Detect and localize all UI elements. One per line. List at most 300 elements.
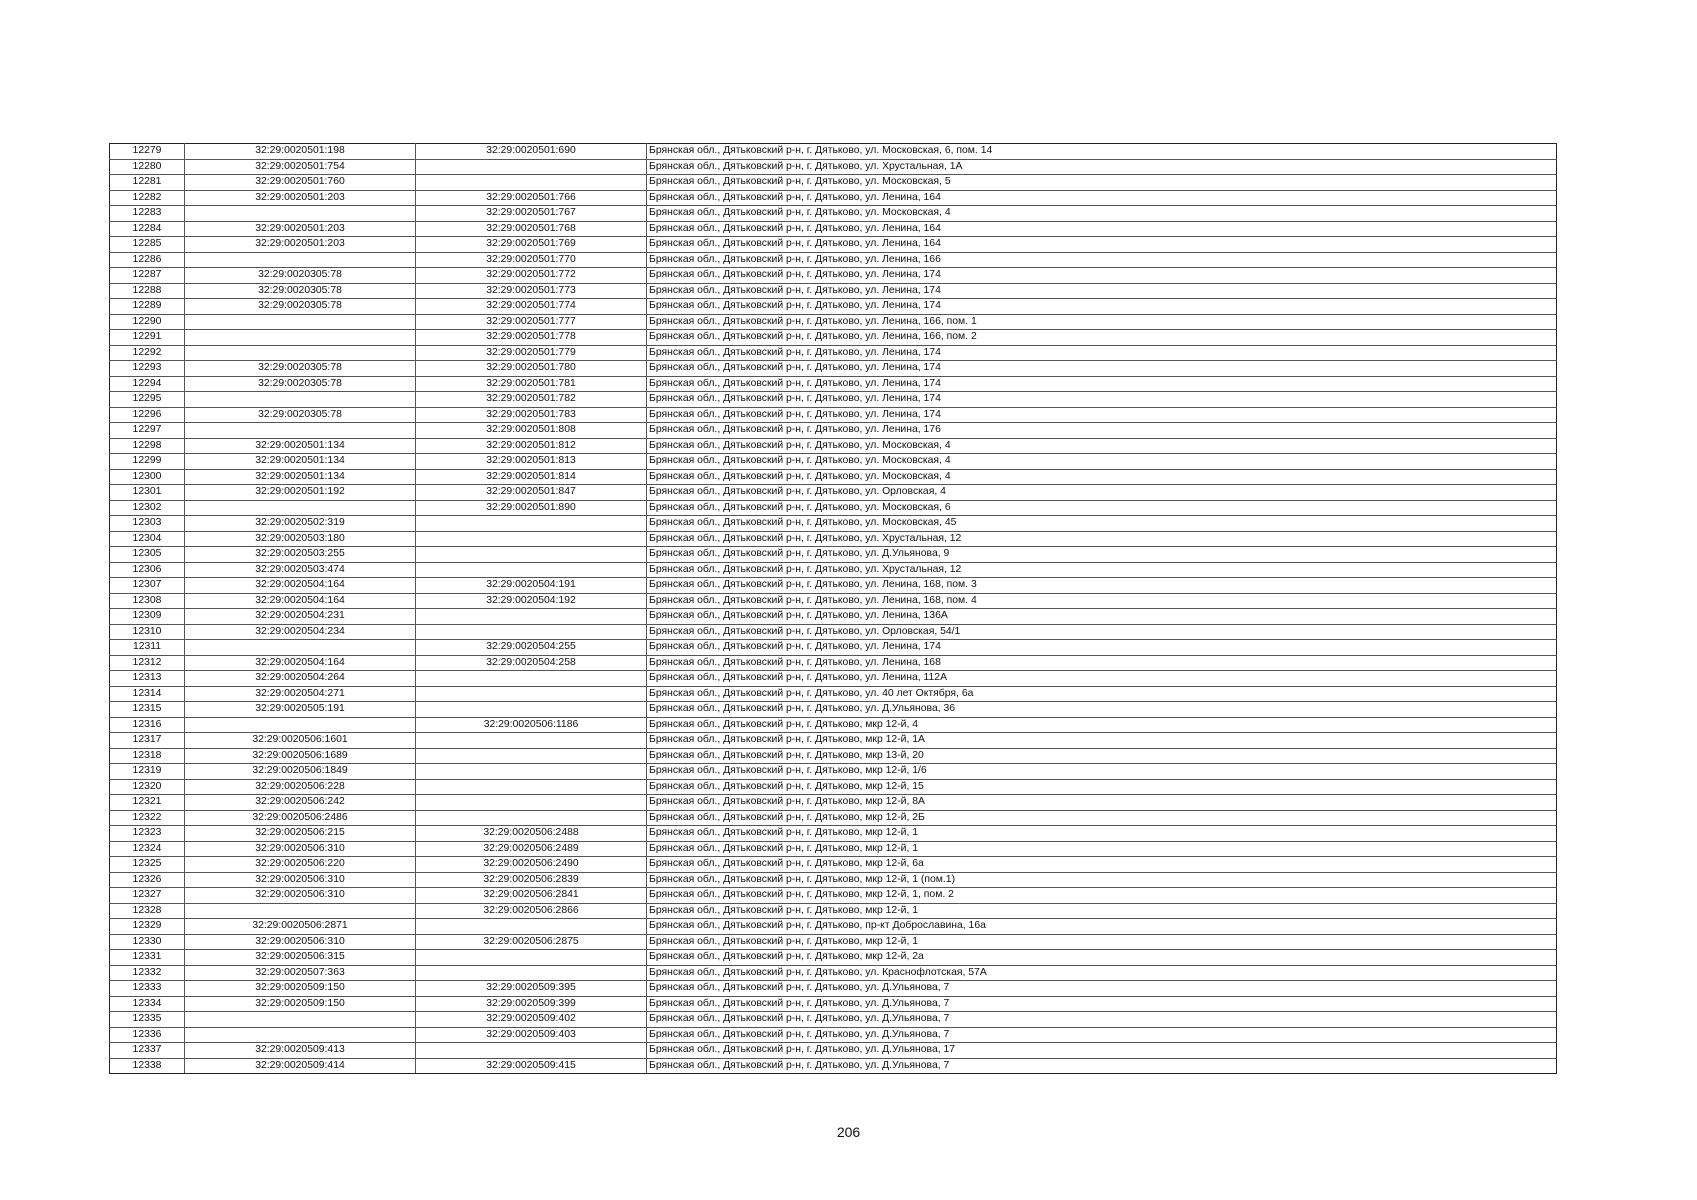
address-cell: Брянская обл., Дятьковский р-н, г. Дятьково, ул. Ленина, 168, пом. 3	[647, 578, 1557, 594]
row-number-cell: 12328	[110, 903, 185, 919]
table-row	[110, 361, 1557, 377]
address-cell: Брянская обл., Дятьковский р-н, г. Дятьково, ул. Ленина, 164	[647, 237, 1557, 253]
row-number-cell: 12280	[110, 159, 185, 175]
address-cell: Брянская обл., Дятьковский р-н, г. Дятьково, ул. Ленина, 176	[647, 423, 1557, 439]
address-cell: Брянская обл., Дятьковский р-н, г. Дятьково, ул. Ленина, 174	[647, 640, 1557, 656]
address-cell: Брянская обл., Дятьковский р-н, г. Дятьково, мкр 12-й, 1	[647, 903, 1557, 919]
parcel-cadastral-number-cell: 32:29:0020501:134	[185, 469, 416, 485]
table-row	[110, 500, 1557, 516]
object-cadastral-number-cell: 32:29:0020501:812	[416, 438, 647, 454]
table-row	[110, 547, 1557, 563]
row-number-cell: 12291	[110, 330, 185, 346]
address-cell: Брянская обл., Дятьковский р-н, г. Дятьково, ул. Хрустальная, 12	[647, 531, 1557, 547]
object-cadastral-number-cell	[416, 609, 647, 625]
address-cell: Брянская обл., Дятьковский р-н, г. Дятьково, ул. Ленина, 112А	[647, 671, 1557, 687]
parcel-cadastral-number-cell: 32:29:0020505:191	[185, 702, 416, 718]
table-row	[110, 1012, 1557, 1028]
object-cadastral-number-cell: 32:29:0020506:2839	[416, 872, 647, 888]
object-cadastral-number-cell: 32:29:0020501:782	[416, 392, 647, 408]
address-cell: Брянская обл., Дятьковский р-н, г. Дятьково, ул. Ленина, 174	[647, 283, 1557, 299]
parcel-cadastral-number-cell: 32:29:0020503:255	[185, 547, 416, 563]
parcel-cadastral-number-cell	[185, 345, 416, 361]
parcel-cadastral-number-cell: 32:29:0020502:319	[185, 516, 416, 532]
table-row	[110, 376, 1557, 392]
parcel-cadastral-number-cell: 32:29:0020305:78	[185, 299, 416, 315]
row-number-cell: 12322	[110, 810, 185, 826]
row-number-cell: 12301	[110, 485, 185, 501]
row-number-cell: 12338	[110, 1058, 185, 1074]
object-cadastral-number-cell	[416, 159, 647, 175]
table-row	[110, 531, 1557, 547]
table-row	[110, 903, 1557, 919]
row-number-cell: 12312	[110, 655, 185, 671]
object-cadastral-number-cell: 32:29:0020506:2488	[416, 826, 647, 842]
parcel-cadastral-number-cell: 32:29:0020509:150	[185, 996, 416, 1012]
row-number-cell: 12319	[110, 764, 185, 780]
row-number-cell: 12323	[110, 826, 185, 842]
object-cadastral-number-cell	[416, 748, 647, 764]
parcel-cadastral-number-cell: 32:29:0020509:150	[185, 981, 416, 997]
object-cadastral-number-cell	[416, 965, 647, 981]
parcel-cadastral-number-cell: 32:29:0020501:203	[185, 237, 416, 253]
parcel-cadastral-number-cell: 32:29:0020501:760	[185, 175, 416, 191]
address-cell: Брянская обл., Дятьковский р-н, г. Дятьково, ул. Ленина, 174	[647, 407, 1557, 423]
object-cadastral-number-cell	[416, 686, 647, 702]
table-row	[110, 516, 1557, 532]
address-cell: Брянская обл., Дятьковский р-н, г. Дятьково, ул. Московская, 6	[647, 500, 1557, 516]
row-number-cell: 12300	[110, 469, 185, 485]
parcel-cadastral-number-cell	[185, 206, 416, 222]
parcel-cadastral-number-cell: 32:29:0020501:203	[185, 221, 416, 237]
parcel-cadastral-number-cell	[185, 314, 416, 330]
address-cell: Брянская обл., Дятьковский р-н, г. Дятьково, ул. Московская, 5	[647, 175, 1557, 191]
table-row	[110, 996, 1557, 1012]
table-row	[110, 795, 1557, 811]
object-cadastral-number-cell: 32:29:0020501:781	[416, 376, 647, 392]
address-cell: Брянская обл., Дятьковский р-н, г. Дятьково, мкр 12-й, 1	[647, 934, 1557, 950]
table-row	[110, 950, 1557, 966]
object-cadastral-number-cell: 32:29:0020504:191	[416, 578, 647, 594]
object-cadastral-number-cell: 32:29:0020501:768	[416, 221, 647, 237]
object-cadastral-number-cell: 32:29:0020506:2875	[416, 934, 647, 950]
address-cell: Брянская обл., Дятьковский р-н, г. Дятьково, ул. Ленина, 174	[647, 376, 1557, 392]
parcel-cadastral-number-cell: 32:29:0020506:310	[185, 872, 416, 888]
address-cell: Брянская обл., Дятьковский р-н, г. Дятьково, мкр 13-й, 20	[647, 748, 1557, 764]
parcel-cadastral-number-cell: 32:29:0020305:78	[185, 361, 416, 377]
address-cell: Брянская обл., Дятьковский р-н, г. Дятьково, ул. Ленина, 136А	[647, 609, 1557, 625]
object-cadastral-number-cell: 32:29:0020506:2841	[416, 888, 647, 904]
object-cadastral-number-cell	[416, 1043, 647, 1059]
table-row	[110, 485, 1557, 501]
row-number-cell: 12298	[110, 438, 185, 454]
parcel-cadastral-number-cell: 32:29:0020305:78	[185, 407, 416, 423]
row-number-cell: 12284	[110, 221, 185, 237]
table-row	[110, 624, 1557, 640]
object-cadastral-number-cell: 32:29:0020504:192	[416, 593, 647, 609]
object-cadastral-number-cell: 32:29:0020506:2489	[416, 841, 647, 857]
parcel-cadastral-number-cell: 32:29:0020501:198	[185, 144, 416, 160]
row-number-cell: 12303	[110, 516, 185, 532]
address-cell: Брянская обл., Дятьковский р-н, г. Дятьково, мкр 12-й, 1, пом. 2	[647, 888, 1557, 904]
row-number-cell: 12313	[110, 671, 185, 687]
row-number-cell: 12337	[110, 1043, 185, 1059]
parcel-cadastral-number-cell	[185, 1012, 416, 1028]
parcel-cadastral-number-cell: 32:29:0020305:78	[185, 268, 416, 284]
object-cadastral-number-cell	[416, 779, 647, 795]
parcel-cadastral-number-cell: 32:29:0020506:215	[185, 826, 416, 842]
object-cadastral-number-cell: 32:29:0020501:773	[416, 283, 647, 299]
address-cell: Брянская обл., Дятьковский р-н, г. Дятьково, ул. Ленина, 174	[647, 345, 1557, 361]
row-number-cell: 12329	[110, 919, 185, 935]
object-cadastral-number-cell: 32:29:0020501:770	[416, 252, 647, 268]
object-cadastral-number-cell: 32:29:0020501:814	[416, 469, 647, 485]
object-cadastral-number-cell: 32:29:0020501:783	[416, 407, 647, 423]
object-cadastral-number-cell	[416, 671, 647, 687]
parcel-cadastral-number-cell	[185, 392, 416, 408]
parcel-cadastral-number-cell: 32:29:0020506:1689	[185, 748, 416, 764]
object-cadastral-number-cell: 32:29:0020501:779	[416, 345, 647, 361]
address-cell: Брянская обл., Дятьковский р-н, г. Дятьково, ул. Московская, 4	[647, 438, 1557, 454]
table-row	[110, 872, 1557, 888]
parcel-cadastral-number-cell	[185, 717, 416, 733]
object-cadastral-number-cell: 32:29:0020506:2866	[416, 903, 647, 919]
object-cadastral-number-cell: 32:29:0020501:847	[416, 485, 647, 501]
table-row	[110, 640, 1557, 656]
parcel-cadastral-number-cell: 32:29:0020501:134	[185, 454, 416, 470]
row-number-cell: 12315	[110, 702, 185, 718]
address-cell: Брянская обл., Дятьковский р-н, г. Дятьково, ул. Ленина, 166	[647, 252, 1557, 268]
table-row	[110, 407, 1557, 423]
address-cell: Брянская обл., Дятьковский р-н, г. Дятьково, ул. Ленина, 174	[647, 299, 1557, 315]
object-cadastral-number-cell	[416, 175, 647, 191]
object-cadastral-number-cell: 32:29:0020501:777	[416, 314, 647, 330]
object-cadastral-number-cell	[416, 562, 647, 578]
table-row	[110, 1058, 1557, 1074]
table-row	[110, 190, 1557, 206]
address-cell: Брянская обл., Дятьковский р-н, г. Дятьково, ул. 40 лет Октября, 6а	[647, 686, 1557, 702]
table-row	[110, 268, 1557, 284]
object-cadastral-number-cell	[416, 950, 647, 966]
address-cell: Брянская обл., Дятьковский р-н, г. Дятьково, мкр 12-й, 8А	[647, 795, 1557, 811]
row-number-cell: 12304	[110, 531, 185, 547]
object-cadastral-number-cell	[416, 919, 647, 935]
row-number-cell: 12296	[110, 407, 185, 423]
address-cell: Брянская обл., Дятьковский р-н, г. Дятьково, ул. Ленина, 174	[647, 268, 1557, 284]
object-cadastral-number-cell: 32:29:0020506:1186	[416, 717, 647, 733]
row-number-cell: 12314	[110, 686, 185, 702]
row-number-cell: 12289	[110, 299, 185, 315]
parcel-cadastral-number-cell: 32:29:0020305:78	[185, 283, 416, 299]
address-cell: Брянская обл., Дятьковский р-н, г. Дятьково, мкр 12-й, 1 (пом.1)	[647, 872, 1557, 888]
address-cell: Брянская обл., Дятьковский р-н, г. Дятьково, мкр 12-й, 2Б	[647, 810, 1557, 826]
table-row	[110, 237, 1557, 253]
address-cell: Брянская обл., Дятьковский р-н, г. Дятьково, ул. Д.Ульянова, 7	[647, 996, 1557, 1012]
parcel-cadastral-number-cell: 32:29:0020501:754	[185, 159, 416, 175]
address-cell: Брянская обл., Дятьковский р-н, г. Дятьково, ул. Краснофлотская, 57А	[647, 965, 1557, 981]
parcel-cadastral-number-cell	[185, 500, 416, 516]
parcel-cadastral-number-cell: 32:29:0020501:203	[185, 190, 416, 206]
table-row	[110, 655, 1557, 671]
object-cadastral-number-cell: 32:29:0020504:258	[416, 655, 647, 671]
table-row	[110, 454, 1557, 470]
table-row	[110, 438, 1557, 454]
row-number-cell: 12286	[110, 252, 185, 268]
address-cell: Брянская обл., Дятьковский р-н, г. Дятьково, ул. Московская, 4	[647, 454, 1557, 470]
address-cell: Брянская обл., Дятьковский р-н, г. Дятьково, ул. Ленина, 168, пом. 4	[647, 593, 1557, 609]
parcel-cadastral-number-cell: 32:29:0020504:164	[185, 578, 416, 594]
table-row	[110, 144, 1557, 160]
row-number-cell: 12288	[110, 283, 185, 299]
object-cadastral-number-cell: 32:29:0020501:769	[416, 237, 647, 253]
object-cadastral-number-cell	[416, 547, 647, 563]
row-number-cell: 12310	[110, 624, 185, 640]
address-cell: Брянская обл., Дятьковский р-н, г. Дятьково, ул. Орловская, 4	[647, 485, 1557, 501]
table-row	[110, 330, 1557, 346]
parcel-cadastral-number-cell: 32:29:0020506:310	[185, 888, 416, 904]
table-row	[110, 919, 1557, 935]
table-row	[110, 1043, 1557, 1059]
object-cadastral-number-cell: 32:29:0020501:808	[416, 423, 647, 439]
address-cell: Брянская обл., Дятьковский р-н, г. Дятьково, ул. Д.Ульянова, 7	[647, 981, 1557, 997]
table-row	[110, 686, 1557, 702]
object-cadastral-number-cell: 32:29:0020501:780	[416, 361, 647, 377]
parcel-cadastral-number-cell: 32:29:0020501:134	[185, 438, 416, 454]
address-cell: Брянская обл., Дятьковский р-н, г. Дятьково, ул. Д.Ульянова, 36	[647, 702, 1557, 718]
table-row	[110, 671, 1557, 687]
row-number-cell: 12324	[110, 841, 185, 857]
table-row	[110, 206, 1557, 222]
object-cadastral-number-cell	[416, 531, 647, 547]
object-cadastral-number-cell: 32:29:0020509:395	[416, 981, 647, 997]
parcel-cadastral-number-cell: 32:29:0020506:220	[185, 857, 416, 873]
parcel-cadastral-number-cell: 32:29:0020503:474	[185, 562, 416, 578]
address-cell: Брянская обл., Дятьковский р-н, г. Дятьково, мкр 12-й, 15	[647, 779, 1557, 795]
row-number-cell: 12317	[110, 733, 185, 749]
address-cell: Брянская обл., Дятьковский р-н, г. Дятьково, ул. Д.Ульянова, 7	[647, 1012, 1557, 1028]
row-number-cell: 12321	[110, 795, 185, 811]
row-number-cell: 12326	[110, 872, 185, 888]
object-cadastral-number-cell: 32:29:0020501:766	[416, 190, 647, 206]
row-number-cell: 12282	[110, 190, 185, 206]
address-cell: Брянская обл., Дятьковский р-н, г. Дятьково, ул. Ленина, 174	[647, 361, 1557, 377]
address-cell: Брянская обл., Дятьковский р-н, г. Дятьково, ул. Д.Ульянова, 7	[647, 1058, 1557, 1074]
row-number-cell: 12293	[110, 361, 185, 377]
row-number-cell: 12305	[110, 547, 185, 563]
row-number-cell: 12297	[110, 423, 185, 439]
row-number-cell: 12308	[110, 593, 185, 609]
address-cell: Брянская обл., Дятьковский р-н, г. Дятьково, ул. Ленина, 174	[647, 392, 1557, 408]
table-row	[110, 314, 1557, 330]
table-row	[110, 252, 1557, 268]
object-cadastral-number-cell: 32:29:0020509:403	[416, 1027, 647, 1043]
table-row	[110, 981, 1557, 997]
object-cadastral-number-cell	[416, 624, 647, 640]
object-cadastral-number-cell	[416, 733, 647, 749]
object-cadastral-number-cell: 32:29:0020501:690	[416, 144, 647, 160]
parcel-cadastral-number-cell: 32:29:0020305:78	[185, 376, 416, 392]
address-cell: Брянская обл., Дятьковский р-н, г. Дятьково, ул. Хрустальная, 1А	[647, 159, 1557, 175]
object-cadastral-number-cell	[416, 702, 647, 718]
address-cell: Брянская обл., Дятьковский р-н, г. Дятьково, ул. Д.Ульянова, 17	[647, 1043, 1557, 1059]
parcel-cadastral-number-cell: 32:29:0020506:242	[185, 795, 416, 811]
table-row	[110, 578, 1557, 594]
table-row	[110, 1027, 1557, 1043]
row-number-cell: 12283	[110, 206, 185, 222]
parcel-cadastral-number-cell: 32:29:0020506:2486	[185, 810, 416, 826]
address-cell: Брянская обл., Дятьковский р-н, г. Дятьково, мкр 12-й, 4	[647, 717, 1557, 733]
row-number-cell: 12307	[110, 578, 185, 594]
address-cell: Брянская обл., Дятьковский р-н, г. Дятьково, ул. Ленина, 168	[647, 655, 1557, 671]
row-number-cell: 12335	[110, 1012, 185, 1028]
table-row	[110, 299, 1557, 315]
row-number-cell: 12309	[110, 609, 185, 625]
parcel-cadastral-number-cell: 32:29:0020506:310	[185, 841, 416, 857]
object-cadastral-number-cell	[416, 764, 647, 780]
address-cell: Брянская обл., Дятьковский р-н, г. Дятьково, ул. Московская, 4	[647, 469, 1557, 485]
object-cadastral-number-cell: 32:29:0020509:415	[416, 1058, 647, 1074]
row-number-cell: 12302	[110, 500, 185, 516]
row-number-cell: 12320	[110, 779, 185, 795]
address-cell: Брянская обл., Дятьковский р-н, г. Дятьково, ул. Орловская, 54/1	[647, 624, 1557, 640]
object-cadastral-number-cell	[416, 795, 647, 811]
row-number-cell: 12334	[110, 996, 185, 1012]
table-row	[110, 159, 1557, 175]
table-row	[110, 733, 1557, 749]
parcel-cadastral-number-cell: 32:29:0020506:1849	[185, 764, 416, 780]
row-number-cell: 12316	[110, 717, 185, 733]
table-row	[110, 392, 1557, 408]
parcel-cadastral-number-cell: 32:29:0020503:180	[185, 531, 416, 547]
object-cadastral-number-cell: 32:29:0020509:399	[416, 996, 647, 1012]
table-row	[110, 934, 1557, 950]
parcel-cadastral-number-cell: 32:29:0020504:231	[185, 609, 416, 625]
table-row	[110, 826, 1557, 842]
address-cell: Брянская обл., Дятьковский р-н, г. Дятьково, мкр 12-й, 1	[647, 841, 1557, 857]
table-row	[110, 764, 1557, 780]
table-row	[110, 423, 1557, 439]
table-row	[110, 221, 1557, 237]
address-cell: Брянская обл., Дятьковский р-н, г. Дятьково, мкр 12-й, 1/6	[647, 764, 1557, 780]
address-cell: Брянская обл., Дятьковский р-н, г. Дятьково, мкр 12-й, 2а	[647, 950, 1557, 966]
parcel-cadastral-number-cell: 32:29:0020509:414	[185, 1058, 416, 1074]
parcel-cadastral-number-cell	[185, 330, 416, 346]
row-number-cell: 12306	[110, 562, 185, 578]
address-cell: Брянская обл., Дятьковский р-н, г. Дятьково, пр-кт Доброславина, 16а	[647, 919, 1557, 935]
address-cell: Брянская обл., Дятьковский р-н, г. Дятьково, ул. Д.Ульянова, 7	[647, 1027, 1557, 1043]
table-row	[110, 857, 1557, 873]
row-number-cell: 12327	[110, 888, 185, 904]
parcel-cadastral-number-cell: 32:29:0020501:192	[185, 485, 416, 501]
parcel-cadastral-number-cell: 32:29:0020504:271	[185, 686, 416, 702]
parcel-cadastral-number-cell: 32:29:0020504:164	[185, 655, 416, 671]
address-cell: Брянская обл., Дятьковский р-н, г. Дятьково, ул. Московская, 4	[647, 206, 1557, 222]
table-row	[110, 469, 1557, 485]
parcel-cadastral-number-cell: 32:29:0020507:363	[185, 965, 416, 981]
object-cadastral-number-cell	[416, 810, 647, 826]
parcel-cadastral-number-cell: 32:29:0020506:315	[185, 950, 416, 966]
table-row	[110, 283, 1557, 299]
object-cadastral-number-cell: 32:29:0020501:890	[416, 500, 647, 516]
parcel-cadastral-number-cell	[185, 640, 416, 656]
parcel-cadastral-number-cell: 32:29:0020506:310	[185, 934, 416, 950]
table-row	[110, 965, 1557, 981]
address-cell: Брянская обл., Дятьковский р-н, г. Дятьково, ул. Д.Ульянова, 9	[647, 547, 1557, 563]
table-row	[110, 593, 1557, 609]
object-cadastral-number-cell: 32:29:0020501:778	[416, 330, 647, 346]
cadastral-register-table	[109, 143, 1557, 1074]
row-number-cell: 12290	[110, 314, 185, 330]
row-number-cell: 12333	[110, 981, 185, 997]
row-number-cell: 12325	[110, 857, 185, 873]
row-number-cell: 12294	[110, 376, 185, 392]
page-number: 206	[836, 1124, 861, 1140]
address-cell: Брянская обл., Дятьковский р-н, г. Дятьково, мкр 12-й, 6а	[647, 857, 1557, 873]
table-row	[110, 841, 1557, 857]
address-cell: Брянская обл., Дятьковский р-н, г. Дятьково, ул. Ленина, 164	[647, 221, 1557, 237]
object-cadastral-number-cell: 32:29:0020501:813	[416, 454, 647, 470]
row-number-cell: 12318	[110, 748, 185, 764]
parcel-cadastral-number-cell: 32:29:0020506:1601	[185, 733, 416, 749]
row-number-cell: 12331	[110, 950, 185, 966]
object-cadastral-number-cell: 32:29:0020506:2490	[416, 857, 647, 873]
row-number-cell: 12330	[110, 934, 185, 950]
parcel-cadastral-number-cell	[185, 423, 416, 439]
object-cadastral-number-cell	[416, 516, 647, 532]
row-number-cell: 12311	[110, 640, 185, 656]
table-row	[110, 888, 1557, 904]
table-row	[110, 717, 1557, 733]
parcel-cadastral-number-cell: 32:29:0020504:164	[185, 593, 416, 609]
object-cadastral-number-cell: 32:29:0020501:774	[416, 299, 647, 315]
table-row	[110, 779, 1557, 795]
object-cadastral-number-cell: 32:29:0020501:767	[416, 206, 647, 222]
parcel-cadastral-number-cell: 32:29:0020506:228	[185, 779, 416, 795]
table-row	[110, 748, 1557, 764]
parcel-cadastral-number-cell: 32:29:0020509:413	[185, 1043, 416, 1059]
object-cadastral-number-cell: 32:29:0020501:772	[416, 268, 647, 284]
table-row	[110, 345, 1557, 361]
row-number-cell: 12281	[110, 175, 185, 191]
table-row	[110, 175, 1557, 191]
table-row	[110, 810, 1557, 826]
table-row	[110, 609, 1557, 625]
parcel-cadastral-number-cell: 32:29:0020504:234	[185, 624, 416, 640]
row-number-cell: 12299	[110, 454, 185, 470]
address-cell: Брянская обл., Дятьковский р-н, г. Дятьково, ул. Ленина, 166, пом. 2	[647, 330, 1557, 346]
row-number-cell: 12336	[110, 1027, 185, 1043]
address-cell: Брянская обл., Дятьковский р-н, г. Дятьково, ул. Московская, 6, пом. 14	[647, 144, 1557, 160]
row-number-cell: 12332	[110, 965, 185, 981]
parcel-cadastral-number-cell: 32:29:0020506:2871	[185, 919, 416, 935]
address-cell: Брянская обл., Дятьковский р-н, г. Дятьково, ул. Ленина, 166, пом. 1	[647, 314, 1557, 330]
row-number-cell: 12287	[110, 268, 185, 284]
row-number-cell: 12285	[110, 237, 185, 253]
address-cell: Брянская обл., Дятьковский р-н, г. Дятьково, мкр 12-й, 1	[647, 826, 1557, 842]
object-cadastral-number-cell: 32:29:0020509:402	[416, 1012, 647, 1028]
table-row	[110, 562, 1557, 578]
table-row	[110, 702, 1557, 718]
parcel-cadastral-number-cell	[185, 1027, 416, 1043]
address-cell: Брянская обл., Дятьковский р-н, г. Дятьково, ул. Московская, 45	[647, 516, 1557, 532]
address-cell: Брянская обл., Дятьковский р-н, г. Дятьково, ул. Ленина, 164	[647, 190, 1557, 206]
row-number-cell: 12292	[110, 345, 185, 361]
parcel-cadastral-number-cell: 32:29:0020504:264	[185, 671, 416, 687]
row-number-cell: 12295	[110, 392, 185, 408]
row-number-cell: 12279	[110, 144, 185, 160]
object-cadastral-number-cell: 32:29:0020504:255	[416, 640, 647, 656]
parcel-cadastral-number-cell	[185, 252, 416, 268]
address-cell: Брянская обл., Дятьковский р-н, г. Дятьково, мкр 12-й, 1А	[647, 733, 1557, 749]
